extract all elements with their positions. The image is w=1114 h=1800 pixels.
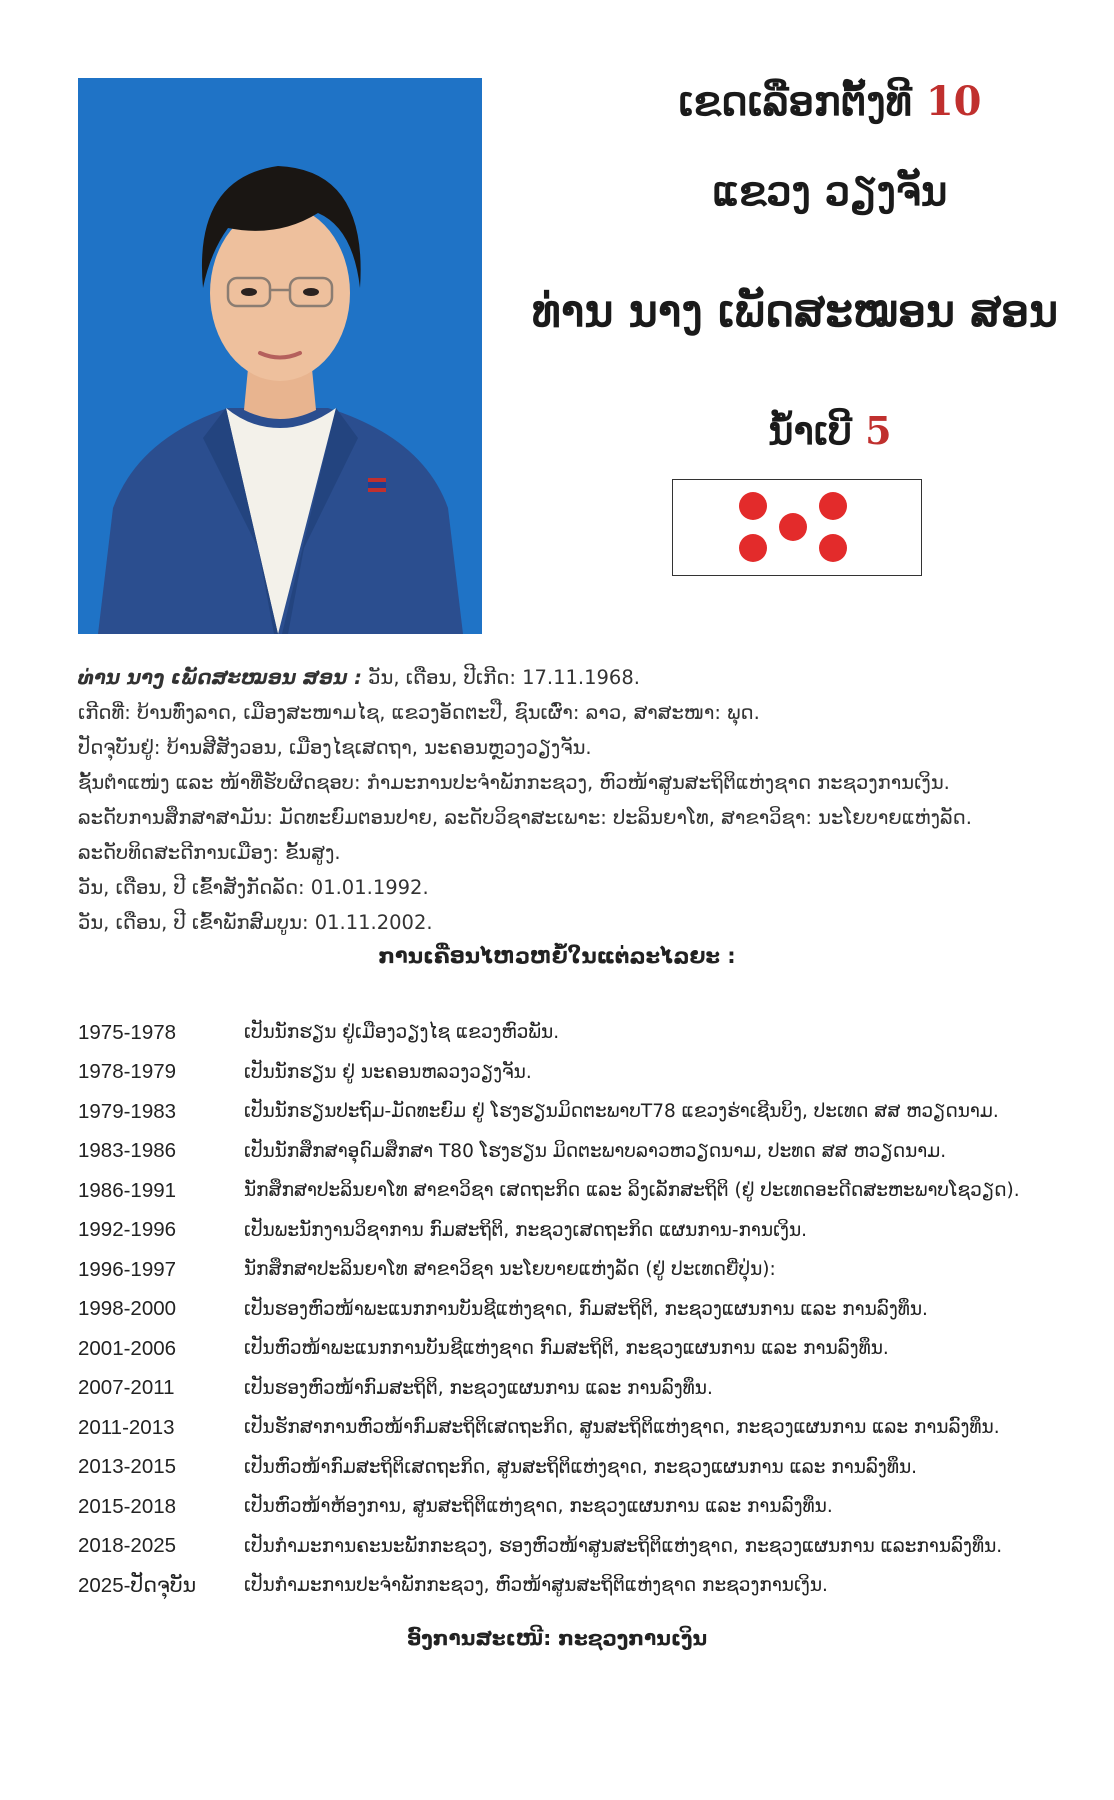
career-period: 1983-1986 [78, 1139, 177, 1163]
career-description: ນັກສຶກສາປະລິນຍາໂທ ສາຂາວິຊາ ນະໂຍບາຍແຫ່ງລັດ (ຢູ່ ປະເທດຍີ່ປຸ່ນ): [244, 1259, 776, 1281]
career-row [78, 1132, 1108, 1172]
ballot-number: 5 [865, 408, 892, 453]
ballot-dot [779, 513, 807, 541]
career-list [78, 1013, 1108, 1606]
career-period: 2018-2025 [78, 1534, 177, 1558]
career-title: ການເຄື່ອນໄຫວຫຍໍ້ໃນແຕ່ລະໄລຍະ : [378, 944, 736, 968]
bio-residence: ປັດຈຸບັນຢູ່: ບ້ານສີສັງວອນ, ເມືອງໄຊເສດຖາ, ນະຄອນຫຼວງວຽງຈັນ. [78, 736, 592, 759]
career-description: ເປັນກຳມະການຄະນະພັກກະຊວງ, ຮອງຫົວໜ້າສູນສະຖິຕິແຫ່ງຊາດ, ກະຊວງແຜນການ ແລະການລົງທຶນ. [244, 1535, 1003, 1557]
constituency-label: ເຂດເລືອກຕັ້ງທີ [678, 78, 912, 125]
career-period: 1978-1979 [78, 1060, 177, 1084]
career-row [78, 1171, 1108, 1211]
career-period: 1996-1997 [78, 1257, 177, 1281]
ballot-dots-card [672, 479, 922, 576]
constituency-number: 10 [925, 78, 982, 125]
career-description: ເປັນຮອງຫົວໜ້າພະແນກການບັນຊີແຫ່ງຊາດ, ກົມສະຖິຕິ, ກະຊວງແຜນການ ແລະ ການລົງທຶນ. [244, 1298, 928, 1320]
career-description: ເປັນກຳມະການປະຈຳພັກກະຊວງ, ຫົວໜ້າສູນສະຖິຕິແຫ່ງຊາດ ກະຊວງການເງິນ. [244, 1575, 828, 1597]
career-row [78, 1013, 1108, 1053]
career-row [78, 1369, 1108, 1409]
career-description: ເປັນນັກຮຽນປະຖົມ-ມັດທະຍົມ ຢູ່ ໂຮງຮຽນມິດຕະພາບT78 ແຂວງຮ່າເຊີນບິງ, ປະເທດ ສສ ຫວຽດນາມ. [244, 1101, 999, 1123]
career-description: ເປັນຮອງຫົວໜ້າກົມສະຖິຕິ, ກະຊວງແຜນການ ແລະ ການລົງທຶນ. [244, 1377, 713, 1399]
career-row [78, 1092, 1108, 1132]
career-row [78, 1211, 1108, 1251]
bio-birth-date: ວັນ, ເດືອນ, ປີເກີດ: 17.11.1968. [361, 666, 640, 689]
bio-party-membership: ວັນ, ເດືອນ, ປີ ເຂົ້າພັກສົມບູນ: 01.11.2002. [78, 911, 433, 934]
province-heading: ແຂວງ ວຽງຈັນ [712, 168, 948, 215]
career-period: 1975-1978 [78, 1020, 177, 1044]
career-row [78, 1448, 1108, 1488]
career-description: ເປັນນັກຮຽນ ຢູ່ເມືອງວຽງໄຊ ແຂວງຫົວພັນ. [244, 1022, 560, 1044]
candidate-name-heading: ທ່ານ ນາງ ເພັດສະໝອນ ສອນ [531, 286, 1059, 337]
career-row [78, 1053, 1108, 1093]
career-row [78, 1487, 1108, 1527]
bio-education: ລະດັບການສຶກສາສາມັນ: ມັດທະຍົມຕອນປາຍ, ລະດັບວິຊາສະເພາະ: ປະລິນຍາໂທ, ສາຂາວິຊາ: ນະໂຍບາຍແຫ່ງລັດ. [78, 806, 972, 829]
ballot-label: ນ້ຳເບີ [768, 408, 852, 453]
bio-name-line [78, 660, 1098, 695]
career-period: 2001-2006 [78, 1336, 177, 1360]
ballot-number-heading [560, 408, 1100, 453]
career-description: ເປັນຫົວໜ້າຫ້ອງການ, ສູນສະຖິຕິແຫ່ງຊາດ, ກະຊວງແຜນການ ແລະ ການລົງທຶນ. [244, 1496, 833, 1518]
ballot-dot [819, 492, 847, 520]
career-row [78, 1290, 1108, 1330]
career-description: ເປັນຫົວໜ້າພະແນກການບັນຊີແຫ່ງຊາດ ກົມສະຖິຕິ, ກະຊວງແຜນການ ແລະ ການລົງທຶນ. [244, 1338, 889, 1360]
career-description: ເປັນພະນັກງານວິຊາການ ກົມສະຖິຕິ, ກະຊວງເສດຖະກິດ ແຜນການ-ການເງິນ. [244, 1219, 808, 1241]
career-row [78, 1329, 1108, 1369]
candidate-photo [78, 78, 482, 634]
career-period: 2013-2015 [78, 1455, 177, 1479]
career-period: 2011-2013 [78, 1415, 175, 1439]
ballot-dot [739, 492, 767, 520]
career-period: 2015-2018 [78, 1494, 177, 1518]
career-period: 1998-2000 [78, 1297, 177, 1321]
career-description: ເປັນນັກຮຽນ ຢູ່ ນະຄອນຫລວງວຽງຈັນ. [244, 1061, 532, 1083]
career-row [78, 1527, 1108, 1567]
ballot-dot [739, 534, 767, 562]
career-row [78, 1408, 1108, 1448]
career-row [78, 1566, 1108, 1606]
career-period: 1979-1983 [78, 1099, 177, 1123]
constituency-heading [560, 78, 1100, 125]
bio-youth-union: ວັນ, ເດືອນ, ປີ ເຂົ້າສັງກັດລັດ: 01.01.1992. [78, 876, 429, 899]
nominated-by: ອົງການສະເໜີ: ກະຊວງການເງິນ [406, 1626, 708, 1650]
biography [78, 660, 1098, 940]
career-description: ນັກສຶກສາປະລິນຍາໂທ ສາຂາວິຊາ ເສດຖະກິດ ແລະ ລິງເລັກສະຖິຕິ (ຢູ່ ປະເທດອະດີດສະຫະພາບໂຊວຽດ). [244, 1180, 1020, 1202]
bio-name: ທ່ານ ນາງ ເພັດສະໝອນ ສອນ : [78, 666, 362, 689]
career-row [78, 1250, 1108, 1290]
career-description: ເປັນຫົວໜ້າກົມສະຖິຕິເສດຖະກິດ, ສູນສະຖິຕິແຫ່ງຊາດ, ກະຊວງແຜນການ ແລະ ການລົງທຶນ. [244, 1456, 918, 1478]
career-period: 2025-ປັດຈຸບັນ [78, 1574, 197, 1598]
career-description: ເປັນຮັກສາການຫົວໜ້າກົມສະຖິຕິເສດຖະກິດ, ສູນສະຖິຕິແຫ່ງຊາດ, ກະຊວງແຜນການ ແລະ ການລົງທຶນ. [244, 1417, 1000, 1439]
career-period: 2007-2011 [78, 1376, 175, 1400]
bio-political-theory: ລະດັບທິດສະດີການເມືອງ: ຂັ້ນສູງ. [78, 841, 341, 864]
career-period: 1992-1996 [78, 1218, 177, 1242]
bio-birthplace: ເກີດທີ່: ບ້ານທົ່ງລາດ, ເມືອງສະໜາມໄຊ, ແຂວງອັດຕະປື, ຊົນເຜົ່າ: ລາວ, ສາສະໜາ: ພຸດ. [78, 701, 760, 724]
ballot-dot [819, 534, 847, 562]
career-description: ເປັນນັກສຶກສາອຸດົມສຶກສາ T80 ໂຮງຮຽນ ມິດຕະພາບລາວຫວຽດນາມ, ປະທດ ສສ ຫວຽດນາມ. [244, 1140, 947, 1162]
bio-position: ຊັ້ນຕຳແໜ່ງ ແລະ ໜ້າທີ່ຮັບຜິດຊອບ: ກຳມະການປະຈຳພັກກະຊວງ, ຫົວໜ້າສູນສະຖິຕິແຫ່ງຊາດ ກະຊວງການເງິນ. [78, 771, 950, 794]
career-period: 1986-1991 [78, 1178, 177, 1202]
